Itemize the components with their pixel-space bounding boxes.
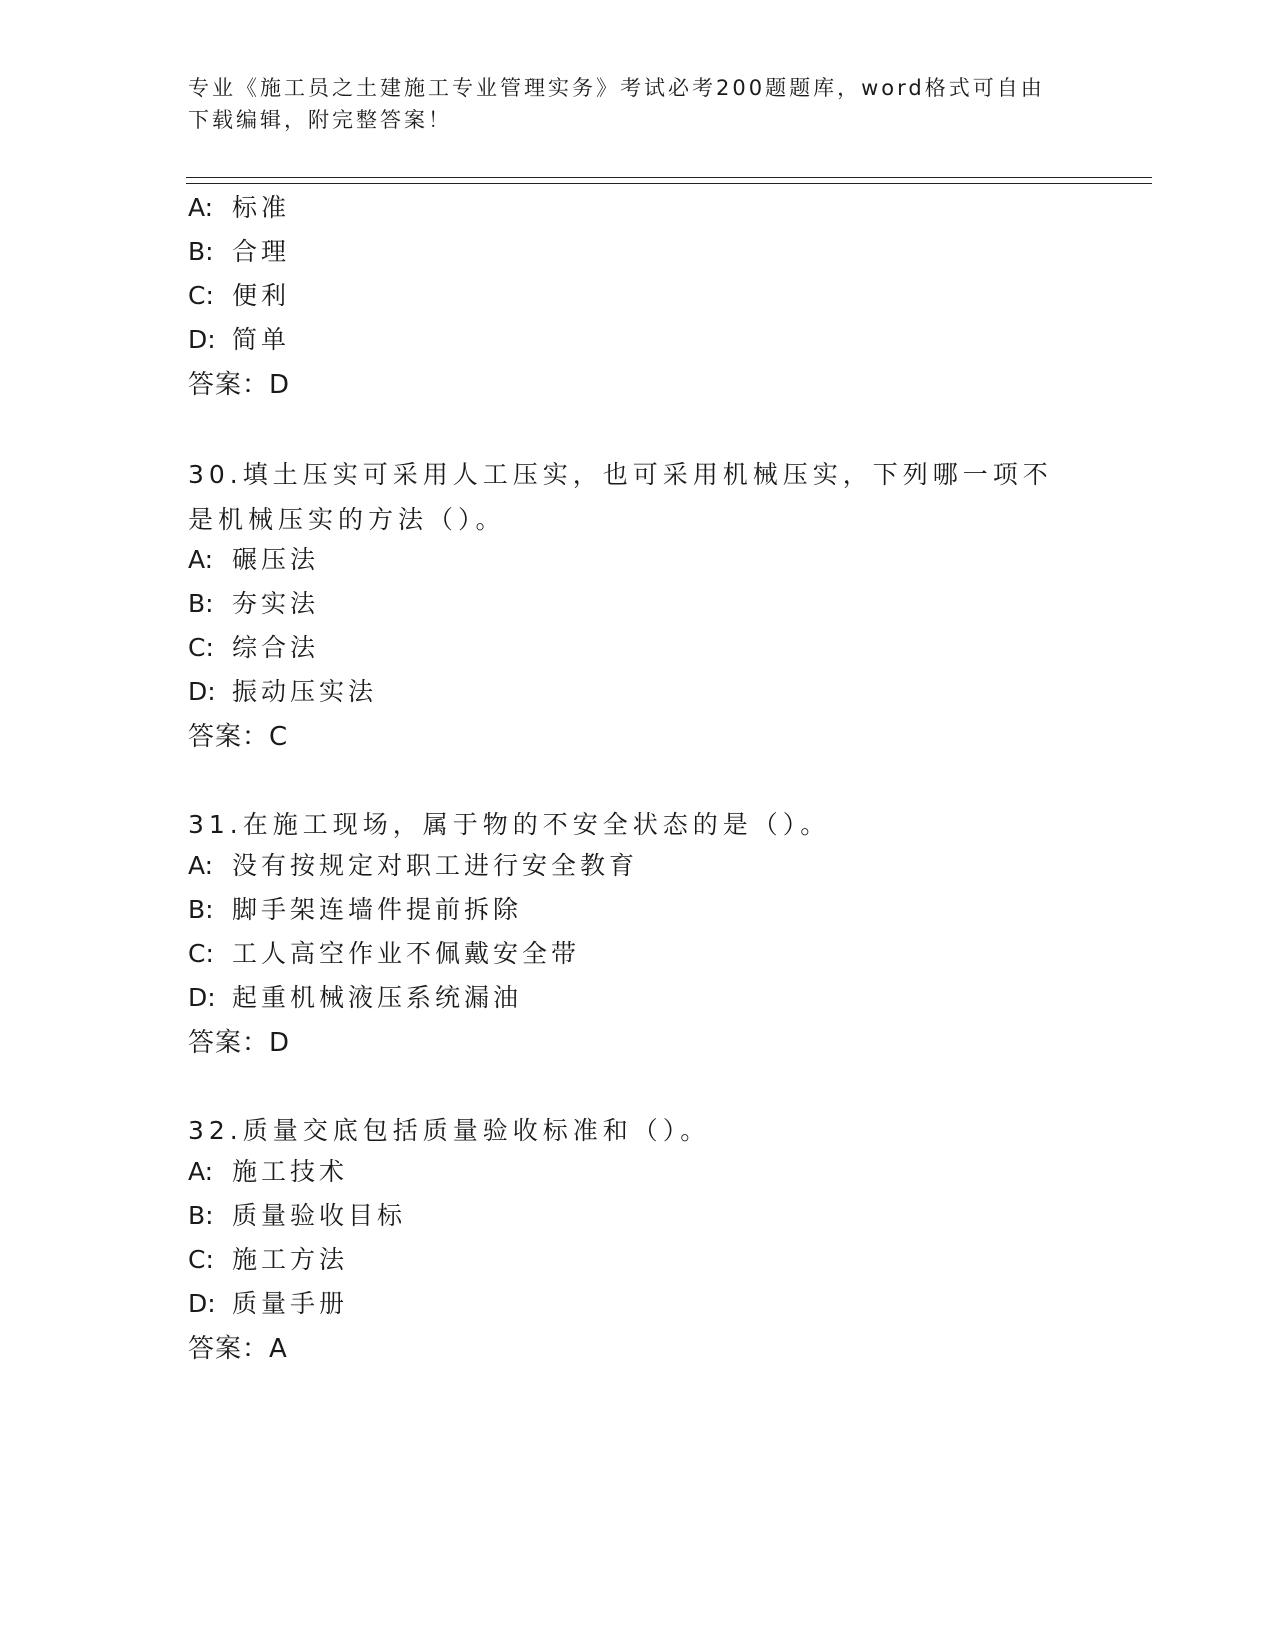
option-d (188, 978, 522, 1014)
option-a (188, 1152, 348, 1188)
option-d (188, 672, 377, 708)
option-c (188, 628, 319, 664)
option-text: 质量手册 (232, 1289, 349, 1318)
option-text: 质量验收目标 (232, 1201, 407, 1230)
option-d (188, 320, 290, 356)
option-text: 便利 (232, 281, 291, 310)
question-stem: 31.在施工现场，属于物的不安全状态的是（）。 (188, 810, 831, 839)
option-text: 简单 (232, 325, 291, 354)
option-b (188, 890, 522, 926)
option-text: 综合法 (232, 633, 320, 662)
option-text: 起重机械液压系统漏油 (232, 983, 523, 1012)
option-label: D: (188, 1289, 216, 1318)
option-text: 脚手架连墙件提前拆除 (232, 895, 523, 924)
option-label: D: (188, 325, 216, 354)
option-label: D: (188, 677, 216, 706)
option-b (188, 232, 290, 268)
option-text: 施工方法 (232, 1245, 349, 1274)
option-text: 工人高空作业不佩戴安全带 (232, 939, 581, 968)
option-a (188, 188, 290, 224)
option-c (188, 1240, 348, 1276)
option-text: 碾压法 (232, 545, 320, 574)
option-label: C: (188, 633, 214, 662)
answer-line: 答案：D (188, 370, 291, 400)
option-label: A: (188, 545, 214, 574)
document-header: 专业《施工员之土建施工专业管理实务》考试必考200题题库，word格式可自由下载编辑，附完整答案！ (188, 76, 1045, 132)
question-stem: 30.填土压实可采用人工压实，也可采用机械压实，下列哪一项不是机械压实的方法（）。 (188, 460, 1053, 534)
option-label: C: (188, 1245, 214, 1274)
option-d (188, 1284, 348, 1320)
option-a (188, 846, 638, 882)
header-divider (186, 177, 1152, 184)
option-text: 没有按规定对职工进行安全教育 (232, 851, 639, 880)
option-label: A: (188, 193, 214, 222)
answer-line: 答案：C (188, 722, 289, 752)
option-a (188, 540, 319, 576)
question-stem: 32.质量交底包括质量验收标准和（）。 (188, 1116, 711, 1145)
option-text: 标准 (232, 193, 291, 222)
option-label: D: (188, 983, 216, 1012)
answer-line: 答案：A (188, 1334, 288, 1364)
option-label: B: (188, 1201, 214, 1230)
option-text: 夯实法 (232, 589, 320, 618)
option-label: B: (188, 589, 214, 618)
answer-line: 答案：D (188, 1028, 291, 1058)
option-label: C: (188, 939, 214, 968)
option-text: 施工技术 (232, 1157, 349, 1186)
option-label: C: (188, 281, 214, 310)
option-c (188, 934, 580, 970)
option-c (188, 276, 290, 312)
option-label: B: (188, 895, 214, 924)
option-label: A: (188, 1157, 214, 1186)
option-text: 振动压实法 (232, 677, 378, 706)
option-text: 合理 (232, 237, 291, 266)
option-b (188, 584, 319, 620)
option-b (188, 1196, 406, 1232)
option-label: A: (188, 851, 214, 880)
option-label: B: (188, 237, 214, 266)
